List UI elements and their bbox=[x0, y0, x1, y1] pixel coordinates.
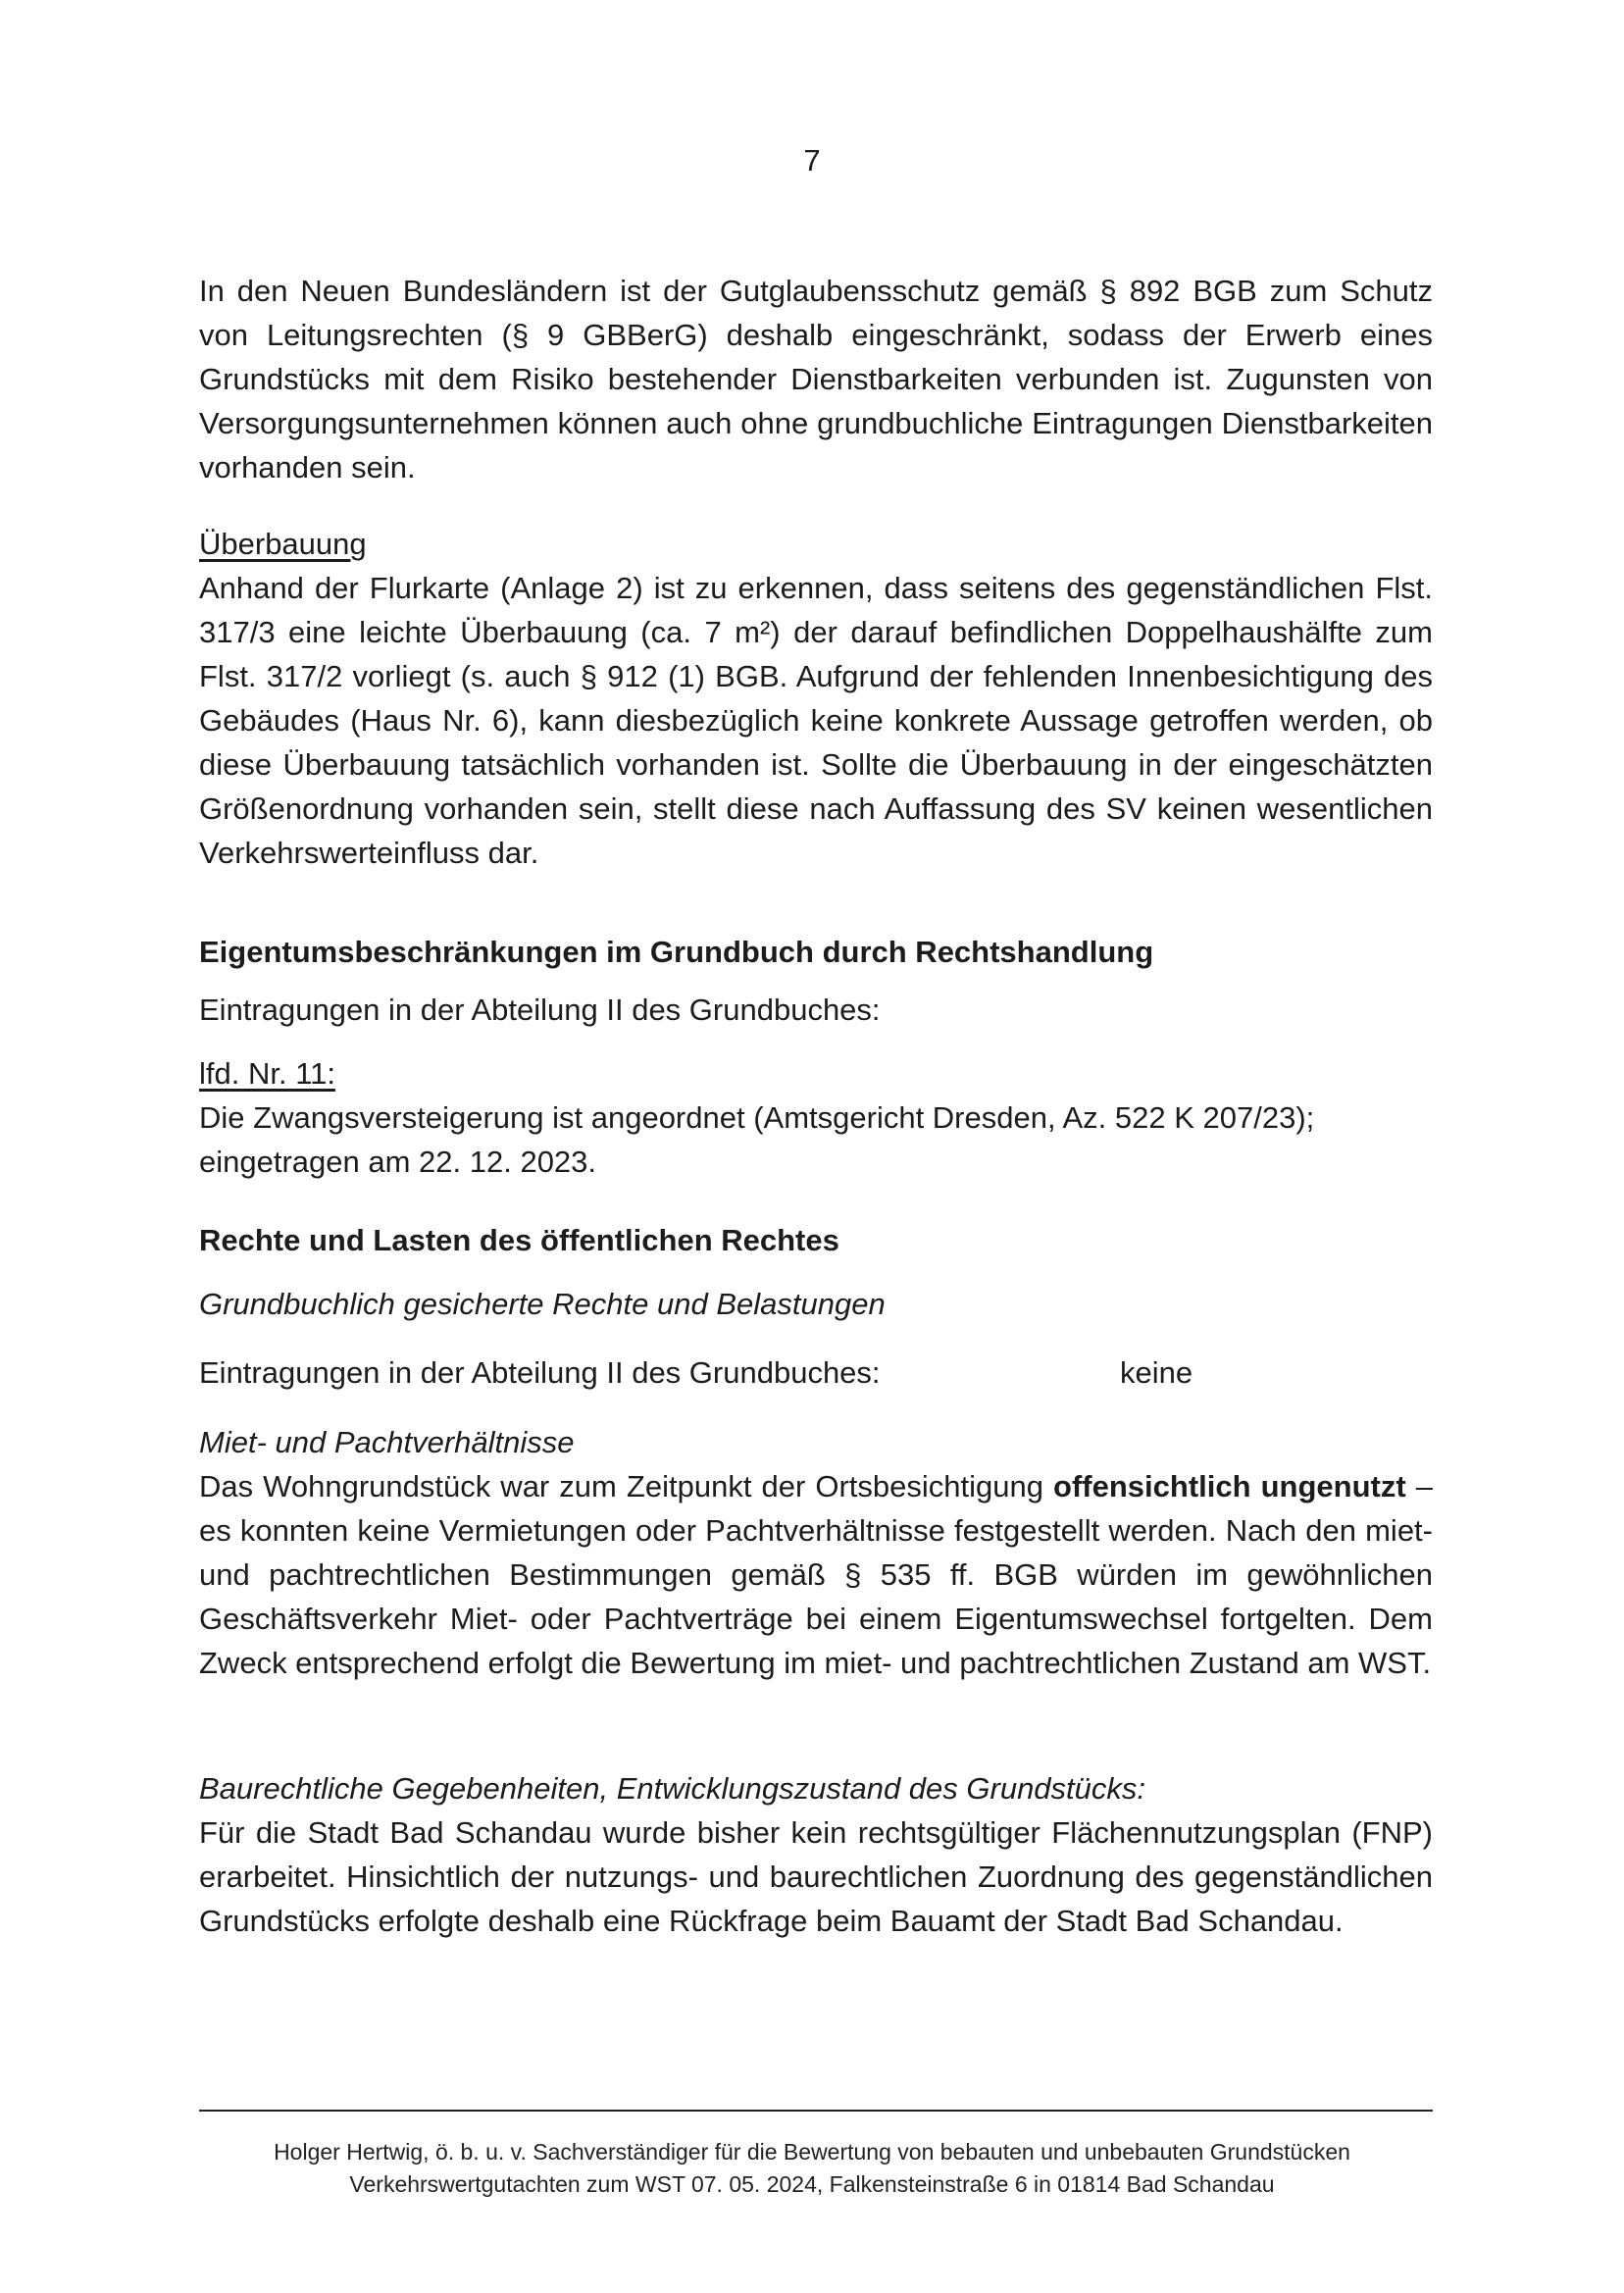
zwangsversteigerung-text: Die Zwangsversteigerung ist angeordnet (Amtsgericht Dresden, Az. 522 K 207/23); eingetragen am 22. 12. 2023. bbox=[199, 1100, 1315, 1179]
eintragungen-row bbox=[199, 1350, 1433, 1395]
miet-text-part1: Das Wohngrundstück war zum Zeitpunkt der Ortsbesichtigung bbox=[199, 1469, 1054, 1503]
lfd-nr-label: lfd. Nr. 11: bbox=[199, 1056, 335, 1091]
eigentum-heading-block bbox=[199, 930, 1433, 974]
ueberbauung-text: Anhand der Flurkarte (Anlage 2) ist zu erkennen, dass seitens des gegenständlichen Flst. 317/3 eine leichte Überbauung (ca. 7 m²) der darauf befindlichen Doppelhaushälfte zum Flst. 317/2 vorliegt (s. auch § 912 (1) BGB. Aufgrund der fehlenden Innenbesichtigung des Gebäudes (Haus Nr. 6), kann diesbezüglich keine konkrete Aussage getroffen werden, ob diese Überbauung tatsächlich vorhanden ist. Sollte die Überbauung in der eingeschätzten Größenordnung vorhanden sein, stellt diese nach Auffassung des SV keinen wesentlichen Verkehrswerteinfluss dar. bbox=[199, 571, 1433, 870]
grundbuchlich-block bbox=[199, 1282, 1433, 1326]
miet-block bbox=[199, 1420, 1433, 1685]
grundbuchlich-label: Grundbuchlich gesicherte Rechte und Belastungen bbox=[199, 1287, 886, 1321]
eintragungen-row-value: keine bbox=[1120, 1355, 1193, 1390]
ueberbauung-section bbox=[199, 522, 1433, 875]
intro-text: In den Neuen Bundesländern ist der Gutglaubensschutz gemäß § 892 BGB zum Schutz von Leitungsrechten (§ 9 GBBerG) deshalb eingeschränkt, sodass der Erwerb eines Grundstücks mit dem Risiko bestehender Dienstbarkeiten verbunden ist. Zugunsten von Versorgungsunternehmen können auch ohne grundbuchliche Eintragungen Dienstbarkeiten vorhanden sein. bbox=[199, 274, 1433, 484]
rechte-heading-block bbox=[199, 1218, 1433, 1262]
eintragungen-row-label: Eintragungen in der Abteilung II des Grundbuches: bbox=[199, 1355, 881, 1390]
eigentum-heading: Eigentumsbeschränkungen im Grundbuch durch Rechtshandlung bbox=[199, 935, 1154, 969]
ueberbauung-label: Überbauung bbox=[199, 527, 367, 561]
intro-paragraph bbox=[199, 269, 1433, 489]
eintragungen-row-block bbox=[199, 1350, 1433, 1395]
lfd-nr-block bbox=[199, 1051, 1433, 1184]
rechte-heading: Rechte und Lasten des öffentlichen Rechtes bbox=[199, 1223, 839, 1257]
miet-text-part2: – es konnten keine Vermietungen oder Pachtverhältnisse festgestellt werden. Nach den miet- und pachtrechtlichen Bestimmungen gemäß § 535 ff. BGB würden im gewöhnlichen Geschäftsverkehr Miet- oder Pachtverträge bei einem Eigentumswechsel fortgelten. Dem Zweck entsprechend erfolgt die Bewertung im miet- und pachtrechtlichen Zustand am WST. bbox=[199, 1469, 1433, 1680]
eintragungen-block bbox=[199, 988, 1433, 1032]
eintragungen-abt2: Eintragungen in der Abteilung II des Grundbuches: bbox=[199, 993, 881, 1027]
baurecht-label: Baurechtliche Gegebenheiten, Entwicklungszustand des Grundstücks: bbox=[199, 1771, 1146, 1806]
footer-line-1: Holger Hertwig, ö. b. u. v. Sachverständiger für die Bewertung von bebauten und unbebauten Grundstücken bbox=[274, 2139, 1350, 2165]
footer bbox=[0, 2136, 1624, 2201]
ueberbauung-label-line bbox=[199, 522, 1433, 566]
miet-text-bold: offensichtlich ungenutzt bbox=[1053, 1469, 1406, 1503]
lfd-nr-line bbox=[199, 1051, 1433, 1096]
footer-line-2: Verkehrswertgutachten zum WST 07. 05. 2024, Falkensteinstraße 6 in 01814 Bad Schandau bbox=[349, 2171, 1275, 2197]
miet-label: Miet- und Pachtverhältnisse bbox=[199, 1425, 575, 1459]
footer-divider bbox=[199, 2110, 1433, 2112]
miet-text bbox=[199, 1464, 1433, 1685]
baurecht-block bbox=[199, 1766, 1433, 1943]
page-number: 7 bbox=[803, 143, 821, 178]
baurecht-text: Für die Stadt Bad Schandau wurde bisher kein rechtsgültiger Flächennutzungsplan (FNP) erarbeitet. Hinsichtlich der nutzungs- und baurechtlichen Zuordnung des gegenständlichen Grundstücks erfolgte deshalb eine Rückfrage beim Bauamt der Stadt Bad Schandau. bbox=[199, 1815, 1433, 1938]
